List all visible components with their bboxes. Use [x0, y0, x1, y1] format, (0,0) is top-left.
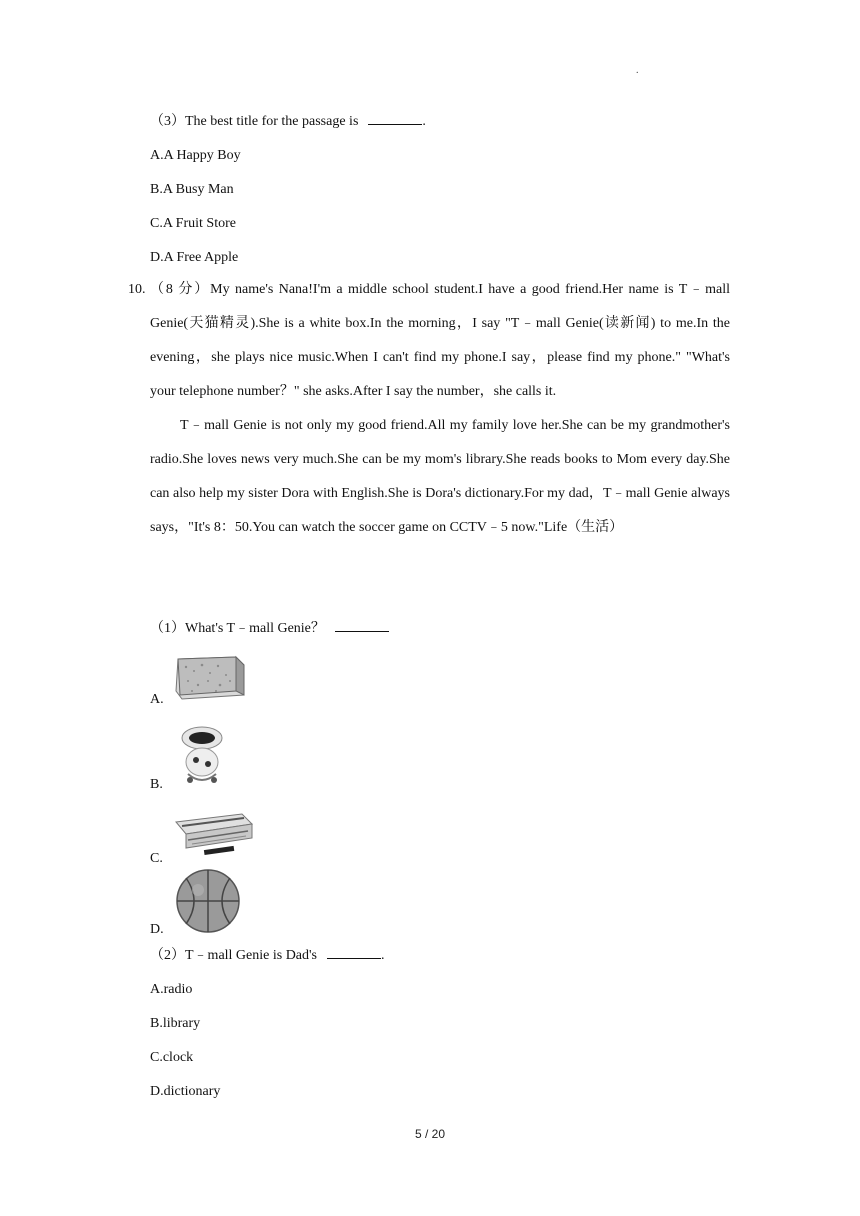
q9-part3-stem-text: （3）The best title for the passage is — [150, 114, 359, 129]
q10-paragraph-1: （8 分）My name's Nana!I'm a middle school student.I have a good friend.Her name is T﹣mall Genie(天猫精灵).She is a white box.In the morning，I say "T﹣mall Genie(读新闻) to me.In the evening，she plays nice music.When I can't find my phone.I say，please find my phone." "What's your telephone number？" she asks.After I say the number，she calls it. — [150, 282, 730, 399]
q9-part3-stem-end: . — [422, 114, 426, 129]
answer-blank — [327, 946, 381, 959]
answer-blank — [335, 619, 389, 632]
q10-paragraph-2: T﹣mall Genie is not only my good friend.All my family love her.She can be my grandmother's radio.She loves news very much.She can be my mom's library.She reads books to Mom every day.She can also help my sister Dora with English.She is Dora's dictionary.For my dad，T﹣mall Genie always says，"It's 8：50.You can watch the soccer game on CCTV﹣5 now."Life（生活） — [150, 418, 730, 535]
q9-option-d: D.A Free Apple — [150, 250, 239, 265]
q10-sub2-stem-end: . — [381, 948, 385, 963]
q10-sub1-stem-text: （1）What's T﹣mall Genie？ — [150, 621, 325, 636]
robot-image — [172, 722, 232, 792]
basketball-image — [172, 868, 244, 934]
q10-sub2-option-c: C.clock — [150, 1050, 194, 1065]
q9-option-a: A.A Happy Boy — [150, 148, 241, 163]
q10-sub1-option-d-label: D. — [150, 922, 164, 937]
q9-option-b: B.A Busy Man — [150, 182, 234, 197]
q10-sub1-option-a-label: A. — [150, 692, 164, 707]
q10-sub1-stem — [150, 619, 389, 639]
q10-number: 10. — [128, 282, 146, 297]
box-speaker-image — [172, 651, 248, 703]
q9-part3-stem — [150, 112, 426, 132]
header-mark: . — [636, 65, 639, 76]
q10-sub2-stem-text: （2）T﹣mall Genie is Dad's — [150, 948, 317, 963]
q9-option-c: C.A Fruit Store — [150, 216, 236, 231]
q10-sub1-option-c-label: C. — [150, 851, 163, 866]
q10-sub2-option-a: A.radio — [150, 982, 193, 997]
answer-blank — [368, 112, 422, 125]
pencil-case-image — [172, 808, 256, 860]
page-number: 5 / 20 — [414, 1127, 446, 1141]
q10-sub1-option-b-label: B. — [150, 777, 163, 792]
q10-sub2-option-d: D.dictionary — [150, 1084, 221, 1099]
q10-sub2-option-b: B.library — [150, 1016, 201, 1031]
q10-sub2-stem — [150, 946, 385, 966]
